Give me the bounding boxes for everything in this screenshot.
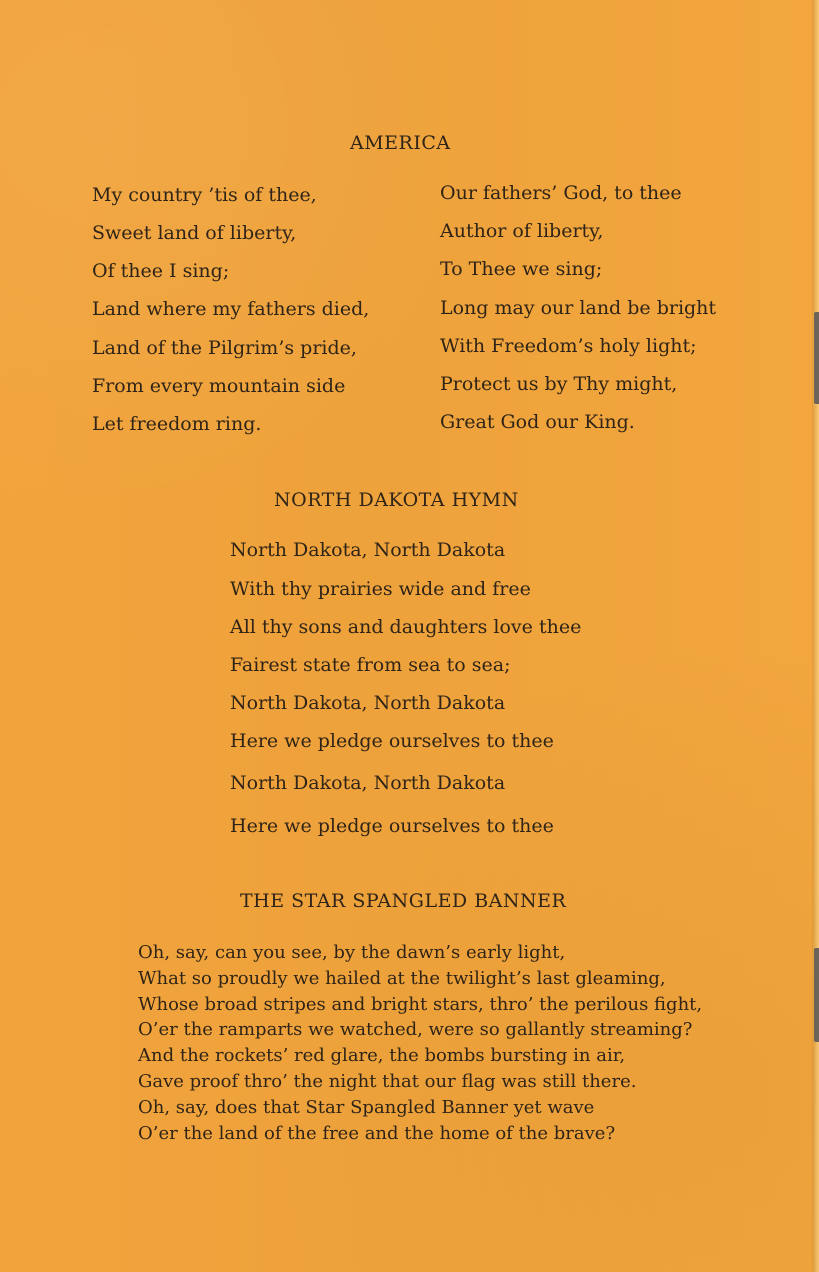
north-dakota-line-6: Here we pledge ourselves to thee [230,730,554,752]
banner-line-1: Oh, say, can you see, by the dawn’s early light, [138,942,566,963]
banner-line-5: And the rockets’ red glare, the bombs bursting in air, [138,1045,626,1066]
banner-line-8: O’er the land of the free and the home of the brave? [138,1123,616,1144]
america-left-line-1: My country ’tis of thee, [92,184,317,206]
north-dakota-line-2: With thy prairies wide and free [230,578,531,600]
america-right-line-2: Author of liberty, [440,220,604,242]
north-dakota-line-5: North Dakota, North Dakota [230,692,506,714]
north-dakota-line-1: North Dakota, North Dakota [230,539,506,561]
banner-line-7: Oh, say, does that Star Spangled Banner yet wave [138,1097,595,1118]
america-left-line-6: From every mountain side [92,375,346,397]
north-dakota-hymn-title: NORTH DAKOTA HYMN [274,489,519,511]
page-right-edge [812,0,819,1272]
star-spangled-banner-title: THE STAR SPANGLED BANNER [240,890,567,912]
america-right-line-6: Protect us by Thy might, [440,373,678,395]
north-dakota-line-4: Fairest state from sea to sea; [230,654,511,676]
north-dakota-line-7: North Dakota, North Dakota [230,772,506,794]
america-right-line-1: Our fathers’ God, to thee [440,182,682,204]
america-left-line-3: Of thee I sing; [92,260,230,282]
america-right-line-3: To Thee we sing; [440,258,603,280]
north-dakota-line-3: All thy sons and daughters love thee [230,616,582,638]
staple-top [814,312,819,404]
america-left-line-4: Land where my fathers died, [92,298,370,320]
america-left-line-2: Sweet land of liberty, [92,222,297,244]
banner-line-4: O’er the ramparts we watched, were so gallantly streaming? [138,1019,693,1040]
banner-line-2: What so proudly we hailed at the twilight’s last gleaming, [138,968,666,989]
america-title: AMERICA [350,132,451,154]
america-right-line-4: Long may our land be bright [440,297,717,319]
america-left-line-7: Let freedom ring. [92,413,262,435]
banner-line-3: Whose broad stripes and bright stars, thro’ the perilous fight, [138,994,703,1015]
banner-line-6: Gave proof thro’ the night that our flag was still there. [138,1071,637,1092]
america-right-line-7: Great God our King. [440,411,635,433]
north-dakota-line-8: Here we pledge ourselves to thee [230,815,554,837]
america-right-line-5: With Freedom’s holy light; [440,335,697,357]
staple-bottom [814,948,819,1042]
america-left-line-5: Land of the Pilgrim’s pride, [92,337,357,359]
